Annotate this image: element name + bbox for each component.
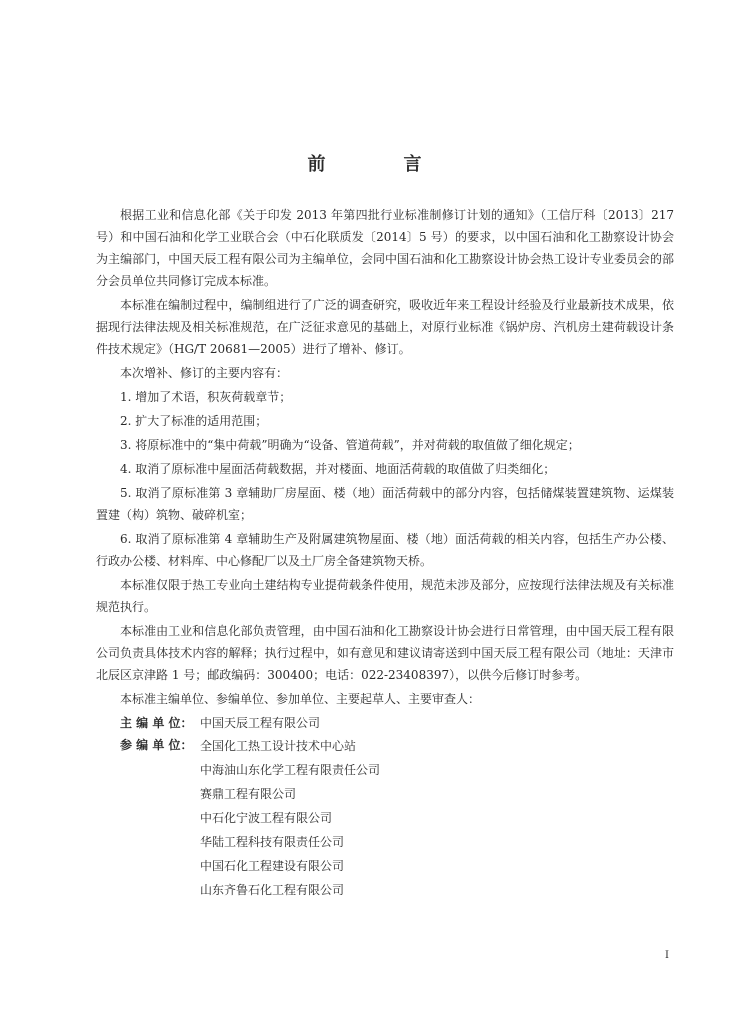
participant-row	[96, 734, 674, 902]
participant-unit: 全国化工热工设计技术中心站	[200, 739, 357, 753]
page-title: 前 言	[307, 154, 452, 175]
list-item: 1. 增加了术语，积灰荷载章节；	[120, 390, 292, 404]
participant-unit: 中国石化工程建设有限公司	[200, 859, 345, 873]
list-item: 3. 将原标准中的“集中荷载”明确为“设备、管道荷载”，并对荷载的取值做了细化规定；	[120, 438, 580, 452]
paragraph: 本标准主编单位、参编单位、参加单位、主要起草人、主要审查人：	[120, 692, 481, 706]
paragraph: 本次增补、修订的主要内容有：	[120, 366, 289, 380]
list-item: 5. 取消了原标准第 3 章辅助厂房屋面、楼（地）面活荷载中的部分内容，包括储煤装置建筑物、运煤装置建（构）筑物、破碎机室；	[96, 486, 674, 522]
page-number: I	[665, 950, 669, 961]
paragraph: 本标准在编制过程中，编制组进行了广泛的调查研究，吸收近年来工程设计经验及行业最新技术成果，依据现行法律法规及相关标准规范，在广泛征求意见的基础上，对原行业标准《锅炉房、汽机房土建荷载设计条件技术规定》（HG/T 20681—2005）进行了增补、修订。	[96, 298, 674, 356]
participant-label: 参 编 单 位：	[120, 738, 193, 752]
chief-editor-name: 中国天辰工程有限公司	[200, 716, 321, 730]
participant-list	[200, 734, 380, 902]
chief-editor-row	[96, 712, 674, 734]
paragraph: 本标准仅限于热工专业向土建结构专业提荷载条件使用，规范未涉及部分，应按现行法律法规及有关标准规范执行。	[96, 578, 674, 614]
participant-unit: 赛鼎工程有限公司	[200, 787, 297, 801]
body-text	[96, 204, 674, 902]
participant-unit: 山东齐鲁石化工程有限公司	[200, 883, 345, 897]
chief-editor-label: 主 编 单 位：	[120, 716, 193, 730]
list-item: 4. 取消了原标准中屋面活荷载数据，并对楼面、地面活荷载的取值做了归类细化；	[120, 462, 556, 476]
list-item: 6. 取消了原标准第 4 章辅助生产及附属建筑物屋面、楼（地）面活荷载的相关内容，包括生产办公楼、行政办公楼、材料库、中心修配厂以及土厂房全备建筑物天桥。	[96, 532, 674, 568]
paragraph: 根据工业和信息化部《关于印发 2013 年第四批行业标准制修订计划的通知》（工信厅科〔2013〕217 号）和中国石油和化学工业联合会（中石化联质发〔2014〕5 号）的要求，以中国石油和化工勘察设计协会为主编部门，中国天辰工程有限公司为主编单位，会同中国石油和化工勘察设计协会热工设计专业委员会的部分会员单位共同修订完成本标准。	[96, 208, 674, 288]
participant-unit: 华陆工程科技有限责任公司	[200, 835, 345, 849]
paragraph: 本标准由工业和信息化部负责管理，由中国石油和化工勘察设计协会进行日常管理，由中国天辰工程有限公司负责具体技术内容的解释；执行过程中，如有意见和建议请寄送到中国天辰工程有限公司（地址：天津市北辰区京津路 1 号；邮政编码：300400；电话：022-23408397），以供今后修订时参考。	[96, 624, 674, 682]
list-item: 2. 扩大了标准的适用范围；	[120, 414, 268, 428]
participant-unit: 中海油山东化学工程有限责任公司	[200, 763, 381, 777]
participant-unit: 中石化宁波工程有限公司	[200, 811, 333, 825]
